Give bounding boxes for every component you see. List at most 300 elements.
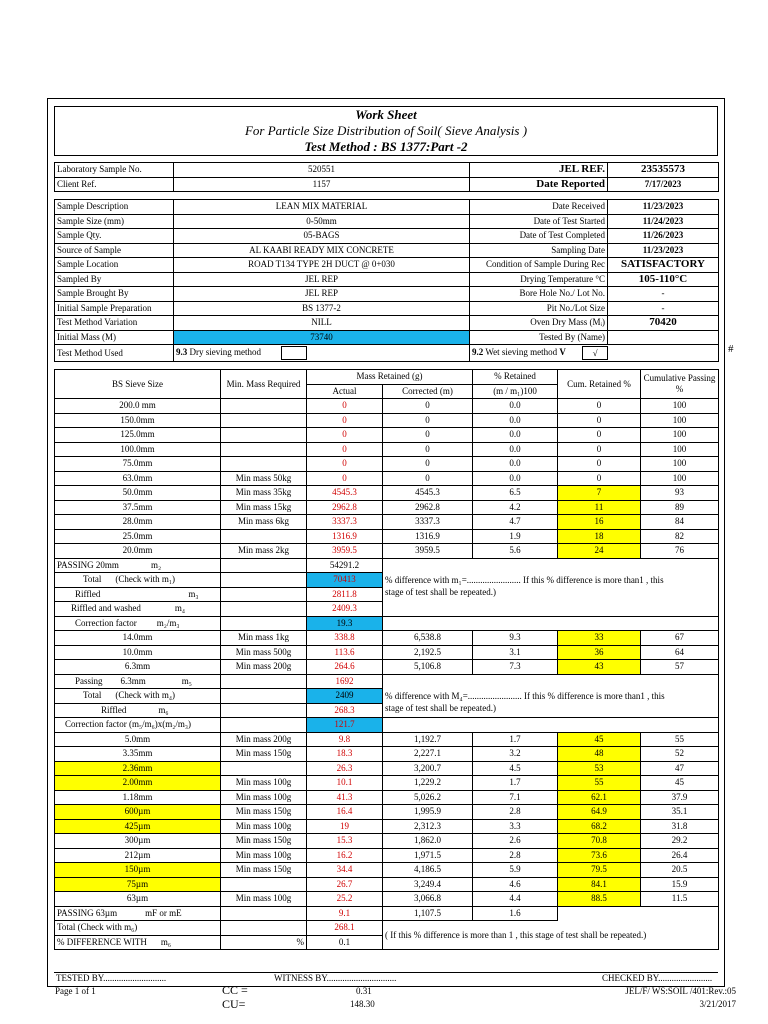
info-row xyxy=(55,243,719,258)
sieve-size: 63.0mm xyxy=(55,471,221,486)
info-label: Laboratory Sample No. xyxy=(55,163,174,178)
info-rvalue: SATISFACTORY xyxy=(608,258,719,273)
min-mass: Min mass 200g xyxy=(221,732,307,747)
info-row xyxy=(55,258,719,273)
worksheet-page xyxy=(47,98,734,987)
pct-retained: 9.3 xyxy=(473,631,558,646)
correction-factor-2-value: 121.7 xyxy=(307,718,383,733)
cum-passing: 35.1 xyxy=(641,805,719,820)
pct-retained: 4.6 xyxy=(473,877,558,892)
wet-method-number: 9.2 xyxy=(472,347,484,358)
info-rvalue: 11/23/2023 xyxy=(608,243,719,258)
sieve-size: 150.0mm xyxy=(55,413,221,428)
pct-difference-value: 0.1 xyxy=(307,935,383,950)
sieve-size: 25.0mm xyxy=(55,529,221,544)
pct-retained: 0.0 xyxy=(473,457,558,472)
info-row xyxy=(55,330,719,345)
sieve-row xyxy=(55,515,719,530)
info-rlabel: Condition of Sample During Rec xyxy=(470,258,608,273)
cum-passing: 29.2 xyxy=(641,834,719,849)
min-mass xyxy=(221,457,307,472)
mass-actual: 3959.5 xyxy=(307,544,383,559)
wet-method-label: Wet sieving method xyxy=(485,347,558,358)
mass-actual: 41.3 xyxy=(307,790,383,805)
doc-reference: JEL/F/ WS:SOIL /401:Rev.:05 xyxy=(625,986,736,996)
mass-corrected: 0 xyxy=(383,471,473,486)
mass-actual: 16.2 xyxy=(307,848,383,863)
sieve-size: 2.00mm xyxy=(55,776,221,791)
mass-corrected: 2,227.1 xyxy=(383,747,473,762)
pct-retained: 7.1 xyxy=(473,790,558,805)
sieve-row xyxy=(55,819,719,834)
cum-passing: 100 xyxy=(641,471,719,486)
mass-corrected: 3337.3 xyxy=(383,515,473,530)
sieve-row xyxy=(55,399,719,414)
sieve-size: 1.18mm xyxy=(55,790,221,805)
mass-actual: 338.8 xyxy=(307,631,383,646)
method-used-label: Test Method Used xyxy=(55,345,174,362)
sieve-size: 75.0mm xyxy=(55,457,221,472)
cum-passing: 100 xyxy=(641,442,719,457)
sieve-size: 28.0mm xyxy=(55,515,221,530)
mass-corrected: 1,995.9 xyxy=(383,805,473,820)
mass-actual: 18.3 xyxy=(307,747,383,762)
cum-passing: 100 xyxy=(641,413,719,428)
jel-ref-label: JEL REF. xyxy=(470,163,608,178)
cum-retained: 0 xyxy=(558,428,641,443)
cum-retained: 0 xyxy=(558,457,641,472)
cum-passing: 47 xyxy=(641,761,719,776)
min-mass xyxy=(221,399,307,414)
jel-ref-value: 23535573 xyxy=(608,163,719,178)
mass-corrected: 1,862.0 xyxy=(383,834,473,849)
passing-63-note: % difference with M₄=........................ If this % difference is more than1 , this stage of test shall be repeated.) xyxy=(383,689,719,718)
passing-20-value: 54291.2 xyxy=(307,558,383,573)
sieve-size: 5.0mm xyxy=(55,732,221,747)
sieve-size: 600µm xyxy=(55,805,221,820)
min-mass xyxy=(221,761,307,776)
pct-retained: 7.3 xyxy=(473,660,558,675)
info-rlabel: Oven Dry Mass (Mᵢ) xyxy=(470,316,608,331)
passing-20-row xyxy=(55,558,719,573)
info-value: JEL REP xyxy=(174,287,470,302)
cum-passing: 57 xyxy=(641,660,719,675)
info-label: Sample Description xyxy=(55,200,174,215)
mass-corrected: 4,186.5 xyxy=(383,863,473,878)
min-mass: Min mass 150g xyxy=(221,805,307,820)
cum-passing: 64 xyxy=(641,645,719,660)
cum-retained: 55 xyxy=(558,776,641,791)
info-rvalue: - xyxy=(608,301,719,316)
cum-passing: 55 xyxy=(641,732,719,747)
dry-method-number: 9.3 xyxy=(176,347,188,358)
min-mass: Min mass 100g xyxy=(221,819,307,834)
min-mass: Min mass 6kg xyxy=(221,515,307,530)
min-mass: Min mass 1kg xyxy=(221,631,307,646)
sieve-row xyxy=(55,863,719,878)
cu-value: 148.30 xyxy=(350,999,375,1009)
fine-rows xyxy=(55,732,719,906)
pct-retained: 1.9 xyxy=(473,529,558,544)
info-label: Client Ref. xyxy=(55,177,174,192)
wet-method-mark: V xyxy=(559,347,566,358)
pct-retained: 5.6 xyxy=(473,544,558,559)
mass-actual: 0 xyxy=(307,471,383,486)
sieve-size: 10.0mm xyxy=(55,645,221,660)
cum-passing: 11.5 xyxy=(641,892,719,907)
info-label: Test Method Variation xyxy=(55,316,174,331)
dry-method-label: Dry sieving method xyxy=(189,347,261,358)
correction-factor-2-row: Correction factor (m₅/m₆)x(m₂/m₃) 121.7 xyxy=(55,718,719,733)
min-mass xyxy=(221,442,307,457)
passing-63-total: 2409 xyxy=(307,689,383,704)
sieve-row xyxy=(55,645,719,660)
passing-20-total: 70413 xyxy=(307,573,383,588)
cum-retained: 0 xyxy=(558,471,641,486)
riffled-washed-value: 2409.3 xyxy=(307,602,383,617)
cum-passing: 100 xyxy=(641,399,719,414)
min-mass: Min mass 100g xyxy=(221,790,307,805)
min-mass: Min mass 35kg xyxy=(221,486,307,501)
pct-retained: 4.5 xyxy=(473,761,558,776)
corrected-header: Corrected (m) xyxy=(383,384,473,399)
sieve-header-row xyxy=(55,370,719,385)
mass-actual: 16.4 xyxy=(307,805,383,820)
sieve-size: 150µm xyxy=(55,863,221,878)
total-label: Total (Check with m₁) xyxy=(55,573,221,588)
cum-retained: 84.1 xyxy=(558,877,641,892)
sieve-size: 125.0mm xyxy=(55,428,221,443)
cum-passing: 89 xyxy=(641,500,719,515)
correction-factor-row: Correction factor m₂/m₃ 19.3 xyxy=(55,616,719,631)
sieve-row xyxy=(55,877,719,892)
pct-retained: 3.3 xyxy=(473,819,558,834)
dry-method-checkbox[interactable] xyxy=(281,346,307,360)
mass-corrected: 0 xyxy=(383,457,473,472)
tested-by-value xyxy=(608,330,719,345)
sieve-row xyxy=(55,776,719,791)
info-value: 1157 xyxy=(174,177,470,192)
mass-actual: 1316.9 xyxy=(307,529,383,544)
date-reported-value: 7/17/2023 xyxy=(608,177,719,192)
mass-actual: 0 xyxy=(307,413,383,428)
wet-sieving-cell xyxy=(470,345,719,362)
sieve-row xyxy=(55,747,719,762)
min-mass: Min mass 2kg xyxy=(221,544,307,559)
mass-corrected: 3,200.7 xyxy=(383,761,473,776)
mass-actual: 0 xyxy=(307,428,383,443)
cum-retained: 7 xyxy=(558,486,641,501)
cum-retained: 43 xyxy=(558,660,641,675)
mass-corrected: 0 xyxy=(383,399,473,414)
mass-corrected: 0 xyxy=(383,428,473,443)
pct-retained: 0.0 xyxy=(473,442,558,457)
cum-retained: 64.9 xyxy=(558,805,641,820)
info-label: Sample Location xyxy=(55,258,174,273)
min-mass xyxy=(221,413,307,428)
mass-corrected: 0 xyxy=(383,413,473,428)
sieve-size: 3.35mm xyxy=(55,747,221,762)
pct-retained: 1.7 xyxy=(473,776,558,791)
min-mass: Min mass 100g xyxy=(221,776,307,791)
info-value: 05-BAGS xyxy=(174,229,470,244)
info-value: LEAN MIX MATERIAL xyxy=(174,200,470,215)
sieve-size: 6.3mm xyxy=(55,660,221,675)
info-rlabel: Bore Hole No./ Lot No. xyxy=(470,287,608,302)
sieve-size: 200.0 mm xyxy=(55,399,221,414)
sieve-size: 75µm xyxy=(55,877,221,892)
passing-63um-row: PASSING 63µm mF or mE 9.1 1,107.5 1.6 xyxy=(55,906,719,921)
tested-by: TESTED BY............................ xyxy=(56,973,167,983)
min-mass: Min mass 150g xyxy=(221,747,307,762)
cum-passing: 93 xyxy=(641,486,719,501)
info-rlabel: Tested By (Name) xyxy=(470,330,608,345)
mass-corrected: 2,192.5 xyxy=(383,645,473,660)
worksheet-subtitle: For Particle Size Distribution of Soil( Sieve Analysis ) xyxy=(244,123,528,138)
pct-retained: 4.7 xyxy=(473,515,558,530)
min-mass xyxy=(221,428,307,443)
sieve-row xyxy=(55,457,719,472)
page-number: Page 1 of 1 xyxy=(55,986,96,996)
cum-passing: 100 xyxy=(641,428,719,443)
mass-actual: 26.7 xyxy=(307,877,383,892)
mass-corrected: 3,249.4 xyxy=(383,877,473,892)
sieve-row xyxy=(55,413,719,428)
cum-passing: 37.9 xyxy=(641,790,719,805)
cum-retained: 79.5 xyxy=(558,863,641,878)
riffled-63-row: Riffled m₆ 268.3 xyxy=(55,703,719,718)
sieve-row xyxy=(55,486,719,501)
sieve-size: 2.36mm xyxy=(55,761,221,776)
cum-passing: 20.5 xyxy=(641,863,719,878)
cum-passing: 82 xyxy=(641,529,719,544)
passing-20-note: % difference with m₁=........................ If this % difference is more than1 , this stage of test shall be repeated.) xyxy=(383,573,719,617)
pct-retained: 0.0 xyxy=(473,413,558,428)
pct-retained: 2.6 xyxy=(473,834,558,849)
min-mass-header: Min. Mass Required xyxy=(221,370,307,399)
info-label: Sample Qty. xyxy=(55,229,174,244)
bs-sieve-size-header: BS Sieve Size xyxy=(55,370,221,399)
info-table-1 xyxy=(54,162,719,192)
sieve-size: 300µm xyxy=(55,834,221,849)
riffled-row: Riffled m₃ 2811.8 xyxy=(55,587,719,602)
cu-label: CU= xyxy=(222,997,246,1011)
pct-retained: 2.8 xyxy=(473,848,558,863)
info-rvalue: 105-110°C xyxy=(608,272,719,287)
test-method-title: Test Method : BS 1377:Part -2 xyxy=(304,139,468,154)
mass-corrected: 5,106.8 xyxy=(383,660,473,675)
pct-difference-row: % DIFFERENCE WITH m₆ % 0.1 xyxy=(55,935,719,950)
mass-corrected: 5,026.2 xyxy=(383,790,473,805)
info-rlabel: Pit No./Lot Size xyxy=(470,301,608,316)
doc-date: 3/21/2017 xyxy=(699,999,736,1009)
mass-actual: 3337.3 xyxy=(307,515,383,530)
riffled-washed-row: Riffled and washed m₄ 2409.3 xyxy=(55,602,719,617)
mass-actual: 0 xyxy=(307,442,383,457)
pct-retained: 3.2 xyxy=(473,747,558,762)
info-row xyxy=(55,214,719,229)
info-value: 520551 xyxy=(174,163,470,178)
pct-retained: 6.5 xyxy=(473,486,558,501)
min-mass: Min mass 500g xyxy=(221,645,307,660)
witness-by: WITNESS BY............................... xyxy=(274,973,397,983)
cum-passing-header: Cumulative Passing % xyxy=(641,370,719,399)
mass-actual: 2962.8 xyxy=(307,500,383,515)
sieve-row xyxy=(55,848,719,863)
passing-63-total-row: Total (Check with m₄) 2409 % difference with M₄=........................ If this % difference is more than1 , this stage of test shall be repeated.) xyxy=(55,689,719,704)
sieve-size: 63µm xyxy=(55,892,221,907)
cum-passing: 26.4 xyxy=(641,848,719,863)
sieve-row xyxy=(55,631,719,646)
mass-actual: 0 xyxy=(307,457,383,472)
info-label: Sample Brought By xyxy=(55,287,174,302)
mass-actual: 9.8 xyxy=(307,732,383,747)
mass-retained-header: Mass Retained (g) xyxy=(307,370,473,385)
sieve-size: 212µm xyxy=(55,848,221,863)
info-rlabel: Date Received xyxy=(470,200,608,215)
min-mass: Min mass 100g xyxy=(221,892,307,907)
min-mass: Min mass 50kg xyxy=(221,471,307,486)
info-rvalue: 11/24/2023 xyxy=(608,214,719,229)
mass-corrected: 2962.8 xyxy=(383,500,473,515)
date-reported-label: Date Reported xyxy=(470,177,608,192)
info-row xyxy=(55,316,719,331)
min-mass xyxy=(221,529,307,544)
pct-retained: 0.0 xyxy=(473,399,558,414)
wet-method-checkbox[interactable]: √ xyxy=(582,346,608,360)
info-label: Source of Sample xyxy=(55,243,174,258)
info-row xyxy=(55,301,719,316)
info-rvalue: 11/23/2023 xyxy=(608,200,719,215)
mass-corrected: 1,229.2 xyxy=(383,776,473,791)
info-row xyxy=(55,163,719,178)
mass-actual: 34.4 xyxy=(307,863,383,878)
checked-by: CHECKED BY........................ xyxy=(602,973,713,983)
cum-retained: 70.8 xyxy=(558,834,641,849)
coarse-rows xyxy=(55,399,719,559)
info-rlabel: Sampling Date xyxy=(470,243,608,258)
pct-retained: 5.9 xyxy=(473,863,558,878)
mass-actual: 26.3 xyxy=(307,761,383,776)
info-label: Sample Size (mm) xyxy=(55,214,174,229)
sieve-table xyxy=(54,369,719,950)
cum-retained: 16 xyxy=(558,515,641,530)
pct-retained: 0.0 xyxy=(473,428,558,443)
cum-retained: 0 xyxy=(558,399,641,414)
mass-actual: 19 xyxy=(307,819,383,834)
info-rvalue: - xyxy=(608,287,719,302)
method-used-row xyxy=(55,345,719,362)
sieve-size: 20.0mm xyxy=(55,544,221,559)
mass-actual: 264.6 xyxy=(307,660,383,675)
pct-retained: 0.0 xyxy=(473,471,558,486)
sieve-row xyxy=(55,805,719,820)
pct-retained: 3.1 xyxy=(473,645,558,660)
sieve-row xyxy=(55,660,719,675)
info-row xyxy=(55,229,719,244)
mass-corrected: 3,066.8 xyxy=(383,892,473,907)
info-value: BS 1377-2 xyxy=(174,301,470,316)
cum-retained: 36 xyxy=(558,645,641,660)
info-value: 0-50mm xyxy=(174,214,470,229)
info-rvalue: 11/26/2023 xyxy=(608,229,719,244)
sieve-row xyxy=(55,471,719,486)
min-mass: Min mass 15kg xyxy=(221,500,307,515)
cum-retained: 0 xyxy=(558,413,641,428)
oven-dry-mass-value: 70420 xyxy=(608,316,719,331)
sieve-size: 50.0mm xyxy=(55,486,221,501)
mass-corrected: 0 xyxy=(383,442,473,457)
cum-retained: 0 xyxy=(558,442,641,457)
info-row xyxy=(55,200,719,215)
cum-retained: 73.6 xyxy=(558,848,641,863)
repeat-note: ( If this % difference is more than 1 , this stage of test shall be repeated.) xyxy=(383,921,719,950)
initial-mass-value: 73740 xyxy=(174,330,470,345)
info-value: JEL REP xyxy=(174,272,470,287)
sieve-row xyxy=(55,892,719,907)
cum-retained: 18 xyxy=(558,529,641,544)
correction-factor-value: 19.3 xyxy=(307,616,383,631)
sieve-row xyxy=(55,544,719,559)
mass-actual: 10.1 xyxy=(307,776,383,791)
cum-passing: 100 xyxy=(641,457,719,472)
info-row xyxy=(55,287,719,302)
cum-retained: 62.1 xyxy=(558,790,641,805)
pct-retained: 2.8 xyxy=(473,805,558,820)
mass-corrected: 1,192.7 xyxy=(383,732,473,747)
passing-63-value: 1692 xyxy=(307,674,383,689)
mass-actual: 0 xyxy=(307,399,383,414)
info-rlabel: Date of Test Completed xyxy=(470,229,608,244)
mass-corrected: 3959.5 xyxy=(383,544,473,559)
sieve-row xyxy=(55,500,719,515)
pct-retained: 1.7 xyxy=(473,732,558,747)
cc-value: 0.31 xyxy=(356,986,372,996)
sieve-row xyxy=(55,428,719,443)
info-row xyxy=(55,177,719,192)
mass-actual: 4545.3 xyxy=(307,486,383,501)
min-mass: Min mass 200g xyxy=(221,660,307,675)
cum-passing: 45 xyxy=(641,776,719,791)
mass-corrected: 1316.9 xyxy=(383,529,473,544)
riffled-value: 2811.8 xyxy=(307,587,383,602)
info-value: AL KAABI READY MIX CONCRETE xyxy=(174,243,470,258)
mass-actual: 25.2 xyxy=(307,892,383,907)
cum-passing: 15.9 xyxy=(641,877,719,892)
cum-passing: 31.8 xyxy=(641,819,719,834)
sieve-row xyxy=(55,442,719,457)
cum-retained: 48 xyxy=(558,747,641,762)
riffled-63-value: 268.3 xyxy=(307,703,383,718)
info-label: Sampled By xyxy=(55,272,174,287)
total-check-value: 268.1 xyxy=(307,921,383,936)
info-value: NILL xyxy=(174,316,470,331)
mass-actual: 113.6 xyxy=(307,645,383,660)
cum-passing: 84 xyxy=(641,515,719,530)
sieve-size: 425µm xyxy=(55,819,221,834)
cc-label: CC = xyxy=(222,983,248,997)
pct-retained: 4.2 xyxy=(473,500,558,515)
mass-corrected: 1,971.5 xyxy=(383,848,473,863)
worksheet-title: Work Sheet xyxy=(355,107,417,122)
cum-retained: 24 xyxy=(558,544,641,559)
cum-passing: 67 xyxy=(641,631,719,646)
info-row xyxy=(55,272,719,287)
min-mass xyxy=(221,877,307,892)
cum-retained: 11 xyxy=(558,500,641,515)
cum-retained: 53 xyxy=(558,761,641,776)
hash-mark: # xyxy=(728,343,734,355)
